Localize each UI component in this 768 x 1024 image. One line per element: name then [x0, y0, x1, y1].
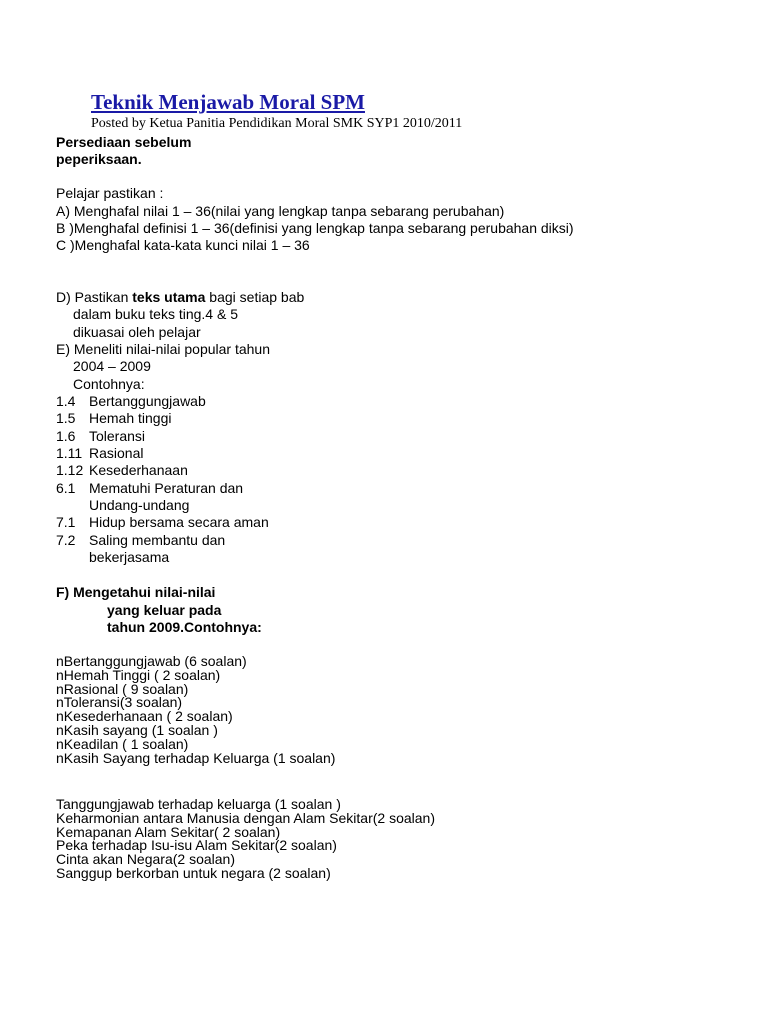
list-item: nKasih Sayang terhadap Keluarga (1 soalan)	[56, 749, 336, 766]
value-text: Rasional	[89, 445, 144, 461]
value-number: 1.11	[56, 445, 83, 461]
item-d-line3: dikuasai oleh pelajar	[73, 324, 201, 340]
item-e-line1: E) Meneliti nilai-nilai popular tahun	[56, 341, 271, 357]
value-item	[56, 532, 225, 549]
value-number: 1.6	[56, 428, 76, 444]
list-item: Tanggungjawab terhadap keluarga (1 soalan )	[56, 796, 341, 812]
values-extra-list	[56, 798, 435, 881]
list-item: nKasih sayang (1 soalan )	[56, 721, 218, 738]
value-number: 1.12	[56, 462, 84, 478]
item-d-bold: teks utama	[132, 289, 206, 305]
item-e-line2: 2004 – 2009	[73, 358, 151, 374]
value-text: Undang-undang	[89, 497, 190, 513]
value-number: 7.2	[56, 532, 76, 548]
list-item: Sanggup berkorban untuk negara (2 soalan)	[56, 864, 331, 881]
value-number: 7.1	[56, 514, 76, 530]
document-title-link[interactable]: Teknik Menjawab Moral SPM	[91, 90, 365, 114]
byline: Posted by Ketua Panitia Pendidikan Moral SMK SYP1 2010/2011	[91, 116, 463, 131]
value-item	[56, 462, 188, 479]
item-d-prefix: D) Pastikan	[56, 289, 133, 305]
list-item: nRasional ( 9 soalan)	[56, 680, 189, 697]
value-number: 1.4	[56, 393, 76, 409]
value-text: Toleransi	[89, 428, 146, 444]
value-item	[56, 410, 172, 427]
item-f-line1: F) Mengetahui nilai-nilai	[56, 584, 216, 600]
value-text: Saling membantu dan	[89, 532, 226, 548]
item-d-line2: dalam buku teks ting.4 & 5	[73, 306, 238, 322]
value-item	[56, 393, 206, 410]
value-text: Hemah tinggi	[89, 410, 172, 426]
item-d-suffix: bagi setiap bab	[205, 289, 305, 305]
value-item	[56, 480, 243, 497]
list-item: Keharmonian antara Manusia dengan Alam Sekitar(2 soalan)	[56, 809, 436, 826]
value-text: Bertanggungjawab	[89, 393, 206, 409]
item-f-line2: yang keluar pada	[107, 602, 222, 618]
value-number: 6.1	[56, 480, 76, 496]
intro-text: Pelajar pastikan :	[56, 185, 164, 201]
item-e-line3: Contohnya:	[73, 376, 145, 392]
section-heading-line1: Persediaan sebelum	[56, 134, 192, 150]
value-item	[56, 514, 269, 531]
list-item: nToleransi(3 soalan)	[56, 694, 183, 711]
value-text: bekerjasama	[89, 549, 170, 565]
values-2009-list	[56, 655, 335, 765]
item-f-line3: tahun 2009.Contohnya:	[107, 619, 262, 635]
list-item: Peka terhadap Isu-isu Alam Sekitar(2 soalan)	[56, 837, 337, 854]
list-item: Cinta akan Negara(2 soalan)	[56, 851, 235, 868]
item-a: A) Menghafal nilai 1 – 36(nilai yang lengkap tanpa sebarang perubahan)	[56, 203, 505, 219]
item-d-line1	[56, 289, 304, 306]
value-text: Mematuhi Peraturan dan	[89, 480, 244, 496]
list-item: Kemapanan Alam Sekitar( 2 soalan)	[56, 823, 281, 840]
value-text: Kesederhanaan	[89, 462, 188, 478]
value-item	[56, 549, 169, 566]
list-item: nBertanggungjawab (6 soalan)	[56, 653, 247, 669]
item-b: B )Menghafal definisi 1 – 36(definisi yang lengkap tanpa sebarang perubahan diksi)	[56, 220, 574, 236]
item-c: C )Menghafal kata-kata kunci nilai 1 – 36	[56, 237, 310, 253]
list-item: nKesederhanaan ( 2 soalan)	[56, 708, 233, 725]
section-heading-line2: peperiksaan.	[56, 151, 142, 167]
value-text: Hidup bersama secara aman	[89, 514, 269, 530]
value-item	[56, 497, 189, 514]
value-item	[56, 428, 145, 445]
list-item: nKeadilan ( 1 soalan)	[56, 735, 189, 752]
list-item: nHemah Tinggi ( 2 soalan)	[56, 666, 221, 683]
value-number: 1.5	[56, 410, 76, 426]
value-item	[56, 445, 143, 462]
